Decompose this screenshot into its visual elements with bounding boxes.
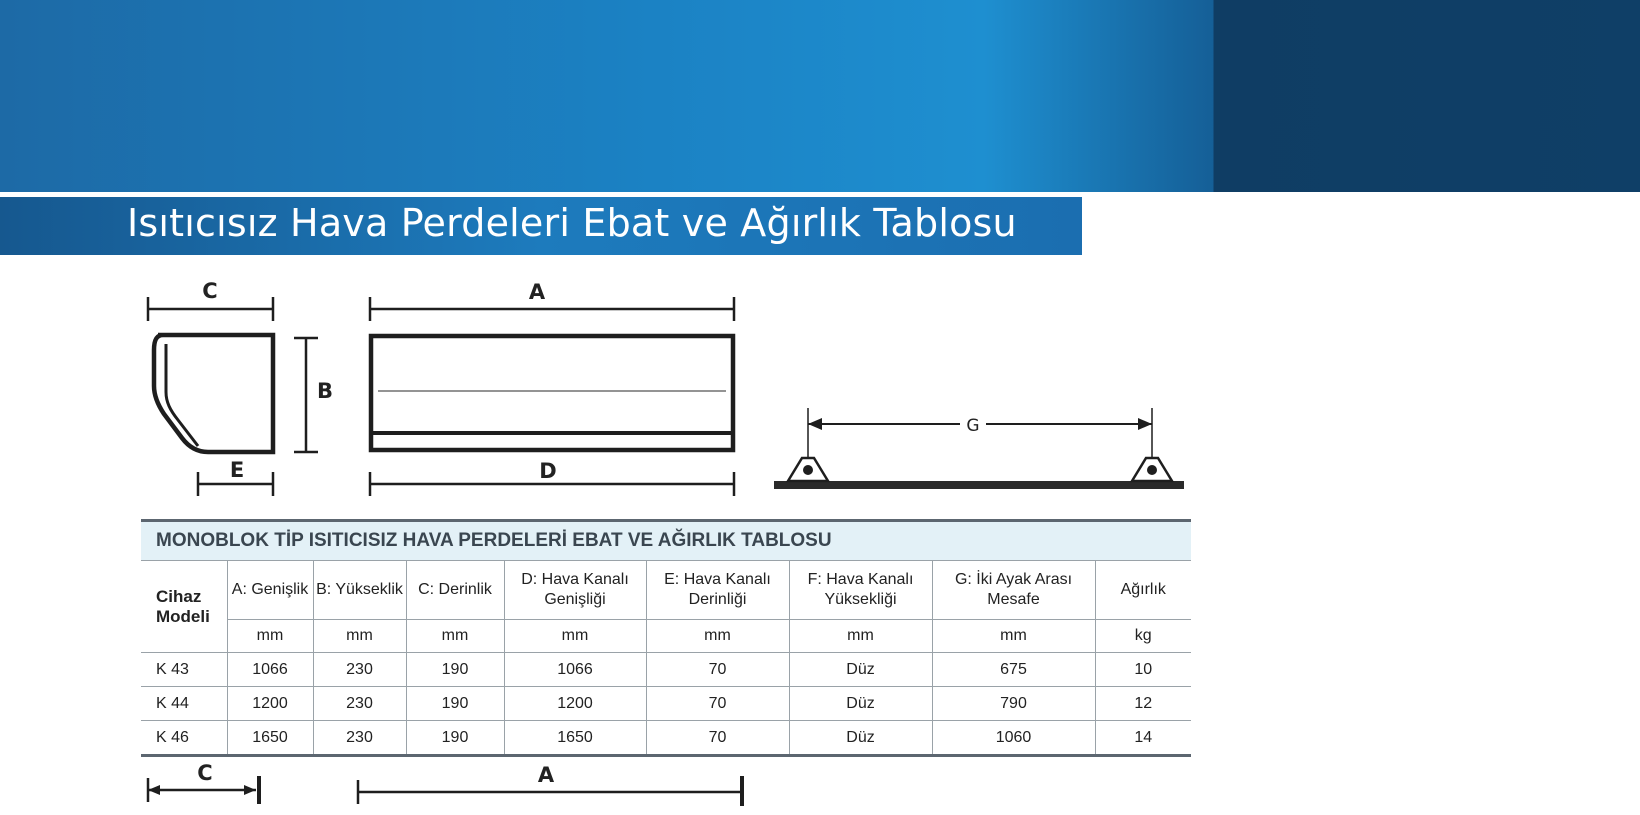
table-cell: 1060 bbox=[932, 721, 1095, 756]
table-cell: 675 bbox=[932, 653, 1095, 687]
unit-cell: mm bbox=[227, 620, 313, 653]
column-header: G: İki Ayak Arası Mesafe bbox=[932, 561, 1095, 620]
table-cell: Düz bbox=[789, 721, 932, 756]
table-cell: 1200 bbox=[227, 687, 313, 721]
dim-label-d: D bbox=[539, 459, 557, 483]
dim-label-a: A bbox=[528, 280, 546, 304]
table-cell: 1200 bbox=[504, 687, 646, 721]
column-header: C: Derinlik bbox=[406, 561, 504, 620]
unit-cell: mm bbox=[406, 620, 504, 653]
table-cell: 70 bbox=[646, 687, 789, 721]
table-row bbox=[141, 653, 1191, 687]
table-caption: MONOBLOK TİP ISITICISIZ HAVA PERDELERİ EBAT VE AĞIRLIK TABLOSU bbox=[141, 519, 1191, 560]
table-cell: 12 bbox=[1095, 687, 1191, 721]
table-cell: 14 bbox=[1095, 721, 1191, 756]
table-cell: 190 bbox=[406, 687, 504, 721]
dim-label-c: C bbox=[202, 279, 218, 303]
unit-cell: mm bbox=[932, 620, 1095, 653]
table-cell: 1066 bbox=[227, 653, 313, 687]
table-row bbox=[141, 721, 1191, 756]
dim-label-a-bottom: A bbox=[537, 763, 555, 787]
unit-cell: mm bbox=[789, 620, 932, 653]
dim-label-b: B bbox=[316, 379, 334, 403]
model-header: Cihaz Modeli bbox=[141, 561, 227, 653]
table-cell: 70 bbox=[646, 721, 789, 756]
model-cell: K 46 bbox=[141, 721, 227, 756]
table-cell: 1066 bbox=[504, 653, 646, 687]
spec-table bbox=[141, 560, 1191, 757]
column-header: D: Hava Kanalı Genişliği bbox=[504, 561, 646, 620]
table-row bbox=[141, 687, 1191, 721]
table-cell: 790 bbox=[932, 687, 1095, 721]
model-cell: K 44 bbox=[141, 687, 227, 721]
table-cell: 230 bbox=[313, 653, 406, 687]
column-header: Ağırlık bbox=[1095, 561, 1191, 620]
column-header: A: Genişlik bbox=[227, 561, 313, 620]
table-cell: Düz bbox=[789, 687, 932, 721]
table-cell: 190 bbox=[406, 721, 504, 756]
table-cell: 230 bbox=[313, 687, 406, 721]
table-cell: 10 bbox=[1095, 653, 1191, 687]
table-cell: 1650 bbox=[227, 721, 313, 756]
table-cell: 70 bbox=[646, 653, 789, 687]
dim-label-g: G bbox=[966, 416, 980, 436]
column-header: B: Yükseklik bbox=[313, 561, 406, 620]
column-header: F: Hava Kanalı Yüksekliği bbox=[789, 561, 932, 620]
dim-label-c-bottom: C bbox=[197, 761, 213, 785]
table-cell: 190 bbox=[406, 653, 504, 687]
table-header-row bbox=[141, 561, 1191, 620]
table-cell: 1650 bbox=[504, 721, 646, 756]
spec-table-container bbox=[141, 519, 1191, 757]
unit-cell: mm bbox=[646, 620, 789, 653]
page-title: Isıtıcısız Hava Perdeleri Ebat ve Ağırlık Tablosu bbox=[127, 201, 1017, 245]
model-cell: K 43 bbox=[141, 653, 227, 687]
unit-cell: mm bbox=[504, 620, 646, 653]
table-cell: 230 bbox=[313, 721, 406, 756]
dim-label-e: E bbox=[229, 458, 245, 482]
table-cell: Düz bbox=[789, 653, 932, 687]
column-header: E: Hava Kanalı Derinliği bbox=[646, 561, 789, 620]
unit-cell: mm bbox=[313, 620, 406, 653]
table-units-row bbox=[141, 620, 1191, 653]
unit-cell: kg bbox=[1095, 620, 1191, 653]
